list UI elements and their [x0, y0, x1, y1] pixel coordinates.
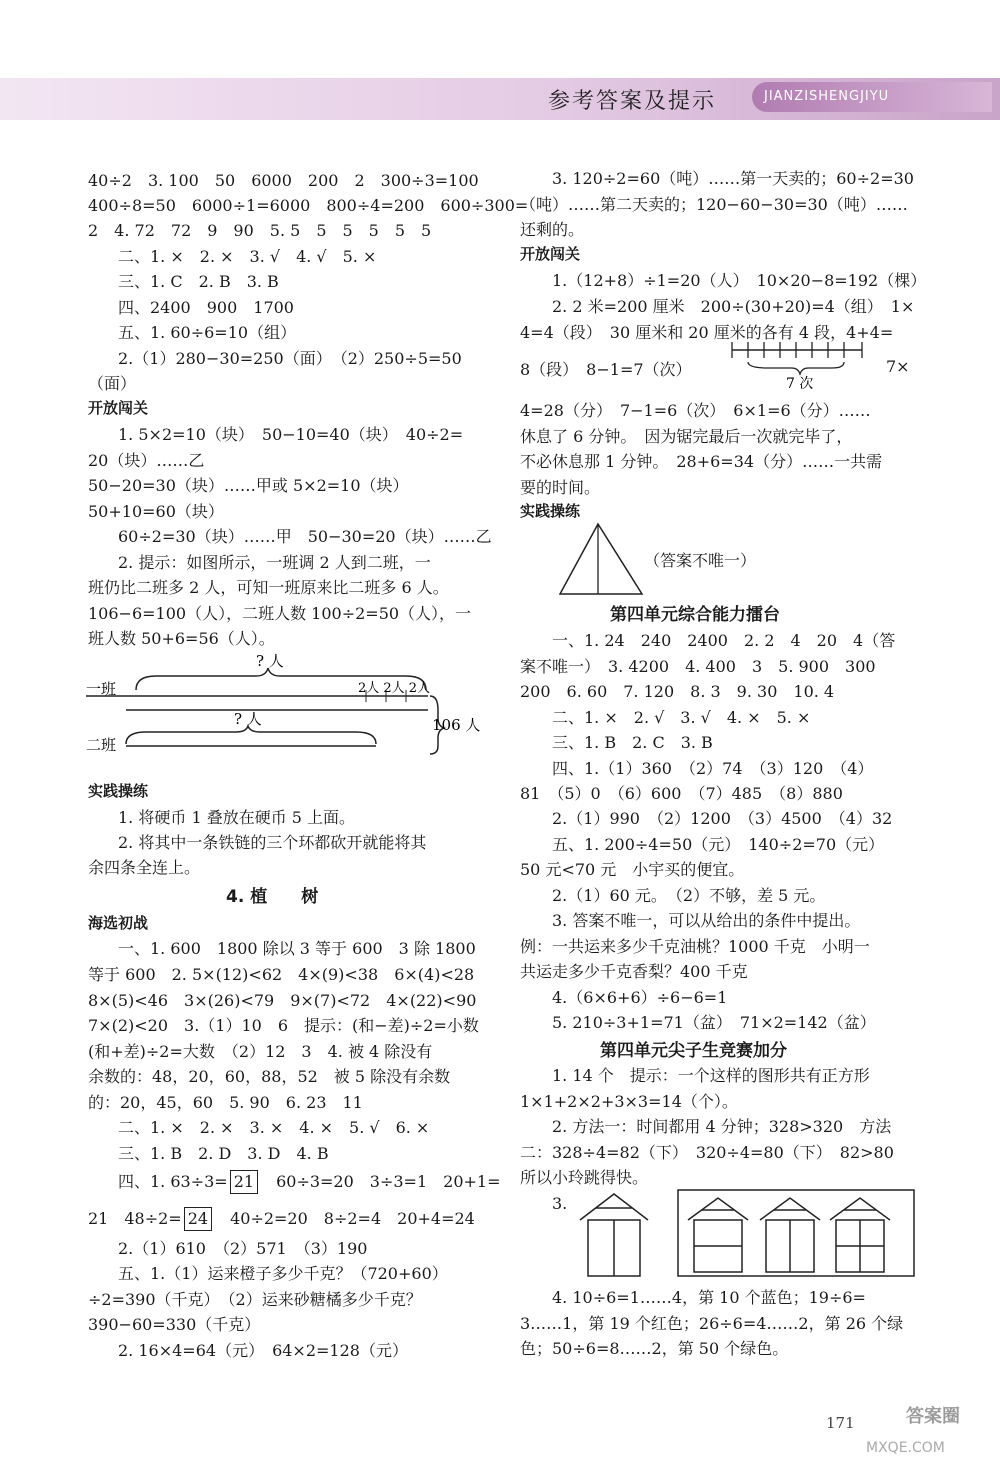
text-line: 3.	[552, 1194, 568, 1213]
watermark-url: MXQE.COM	[866, 1440, 945, 1456]
text-line: 40÷2 3. 100 50 6000 200 2 300÷3=100	[88, 171, 479, 190]
text-line: 一、1. 24 240 2400 2. 2 4 20 4（答	[552, 631, 896, 650]
text-line: 50+10=60（块）	[88, 502, 224, 521]
text-line: 三、1. C 2. B 3. B	[118, 272, 279, 291]
text-line: 二：328÷4=82（下） 320÷4=80（下） 82>80	[520, 1143, 894, 1162]
text-line: 21 48÷2= 24 40÷2=20 8÷2=4 20+4=24	[88, 1206, 475, 1231]
text-line: 2.（1）60 元。 （2）不够，差 5 元。	[552, 886, 826, 905]
answer-box: 24	[184, 1207, 212, 1231]
text-line: 200 6. 60 7. 120 8. 3 9. 30 10. 4	[520, 682, 835, 701]
text-line: 例：一共运来多少千克油桃？1000 千克 小明一	[520, 937, 870, 956]
text-line: 2.（1）610 （2）571 （3）190	[118, 1239, 368, 1258]
diagram-total: 106 人	[432, 716, 481, 734]
diagram-row-2: 二班	[86, 736, 117, 754]
text-line: 要的时间。	[520, 478, 601, 497]
text-line: （面）	[88, 374, 137, 393]
section-heading: 开放闯关	[520, 245, 581, 263]
diagram-marks: 2人 2人 2人	[358, 681, 431, 696]
text-line: 案不唯一） 3. 4200 4. 400 3 5. 900 300	[520, 657, 876, 676]
text-line: 2.（1）280−30=250（面） （2）250÷5=50	[118, 349, 462, 368]
text-line: 4=28（分） 7−1=6（次） 6×1=6（分）……	[520, 401, 871, 420]
section-title: 4. 植 树	[226, 887, 319, 907]
watermark: 答案圈	[906, 1406, 960, 1427]
text-line: 三、1. B 2. D 3. D 4. B	[118, 1144, 329, 1163]
text-line: 等于 600 2. 5×(12)<62 4×(9)<38 6×(4)<28	[88, 965, 475, 984]
text-line: 2.（1）990 （2）1200 （3）4500 （4）32	[552, 809, 893, 828]
text-line: 2. 2 米=200 厘米 200÷(30+20)=4（组） 1×	[552, 297, 915, 316]
text-line: 1×1+2×2+3×3=14（个）。	[520, 1092, 738, 1111]
diagram-top-question: ? 人	[256, 652, 284, 670]
section-title: 第四单元综合能力擂台	[610, 605, 780, 625]
text-line: 4.（6×6+6）÷6−6=1	[552, 988, 728, 1007]
section-title: 第四单元尖子生竞赛加分	[600, 1041, 787, 1061]
text-line: 三、1. B 2. C 3. B	[552, 733, 713, 752]
text-line: 班仍比二班多 2 人，可知一班原来比二班多 6 人。	[88, 578, 449, 597]
text-line: 二、1. × 2. × 3. × 4. × 5. √ 6. ×	[118, 1118, 430, 1137]
text-line: 1.（12+8）÷1=20（人） 10×20−8=192（棵）	[552, 271, 927, 290]
header-title: 参考答案及提示	[548, 89, 717, 114]
text-line: 所以小玲跳得快。	[520, 1168, 649, 1187]
text-line: 60÷2=30（块）……甲 50−30=20（块）……乙	[118, 527, 492, 546]
text-line: 五、1. 60÷6=10（组）	[118, 323, 297, 342]
text-line: (和+差)÷2=大数 （2）12 3 4. 被 4 除没有	[88, 1042, 433, 1061]
text-line: 4. 10÷6=1……4，第 10 个蓝色；19÷6=	[552, 1288, 866, 1307]
text-line: 1. 5×2=10（块） 50−10=40（块） 40÷2=	[118, 425, 464, 444]
text-line: 1. 将硬币 1 叠放在硬币 5 上面。	[118, 808, 356, 827]
diagram-row-1: 一班	[86, 680, 117, 698]
diagram-bottom-question: ? 人	[234, 710, 262, 728]
section-heading: 海选初战	[88, 914, 149, 932]
text-line: 共运走多少千克香梨？400 千克	[520, 962, 748, 981]
text-line: 四、1.（1）360 （2）74 （3）120 （4）	[552, 759, 874, 778]
text-line: 81 （5）0 （6）600 （7）485 （8）880	[520, 784, 843, 803]
text-line: 8（段） 8−1=7（次）	[520, 360, 692, 379]
text-line: 四、1. 63÷3= 21 60÷3=20 3÷3=1 20+1=	[118, 1169, 501, 1194]
text-line: 20（块）……乙	[88, 451, 205, 470]
triangle-figure	[556, 522, 646, 598]
text-line: 3……1，第 19 个红色；26÷6=4……2，第 26 个绿	[520, 1314, 904, 1333]
text-line: 8×(5)<46 3×(26)<79 9×(7)<72 4×(22)<90	[88, 991, 477, 1010]
text-line: 3. 120÷2=60（吨）……第一天卖的；60÷2=30	[552, 169, 914, 188]
text-line: 2. 16×4=64（元） 64×2=128（元）	[118, 1341, 408, 1360]
text-line: 五、1. 200÷4=50（元） 140÷2=70（元）	[552, 835, 885, 854]
text-line: 还剩的。	[520, 220, 585, 239]
text-line: 2. 将其中一条铁链的三个环都砍开就能将其	[118, 833, 427, 852]
text-line: （答案不唯一）	[644, 551, 757, 570]
text-line: 一、1. 600 1800 除以 3 等于 600 3 除 1800	[118, 939, 476, 958]
section-heading: 开放闯关	[88, 399, 149, 417]
text-line: 余数的：48，20，60，88，52 被 5 除没有余数	[88, 1067, 451, 1086]
text-line: 二、1. × 2. √ 3. √ 4. × 5. ×	[552, 708, 811, 727]
text-line: 390−60=330（千克）	[88, 1315, 261, 1334]
text-line: 7×	[886, 357, 910, 376]
text-line: （吨）……第二天卖的；120−60−30=30（吨）……	[520, 195, 908, 214]
text-line: 二、1. × 2. × 3. √ 4. √ 5. ×	[118, 247, 377, 266]
text-line: 休息了 6 分钟。 因为锯完最后一次就完毕了，	[520, 427, 853, 446]
text-line: 4=4（段） 30 厘米和 20 厘米的各有 4 段，4+4=	[520, 323, 894, 342]
class-diagram	[86, 650, 486, 760]
header-code: JIANZISHENGJIYU	[752, 82, 992, 112]
text-line: 色；50÷6=8……2，第 50 个绿色。	[520, 1339, 789, 1358]
text-line: 的：20，45，60 5. 90 6. 23 11	[88, 1093, 363, 1112]
text-line: 1. 14 个 提示：一个这样的图形共有正方形	[552, 1066, 870, 1085]
text-line: 2. 方法一：时间都用 4 分钟；328>320 方法	[552, 1117, 892, 1136]
section-heading: 实践操练	[520, 502, 581, 520]
text-line: 2. 提示：如图所示，一班调 2 人到二班，一	[118, 553, 431, 572]
saw-label: 7 次	[786, 376, 814, 392]
text-line: 5. 210÷3+1=71（盆） 71×2=142（盆）	[552, 1013, 876, 1032]
text-line: 50 元<70 元 小宇买的便宜。	[520, 860, 745, 879]
text-line: 106−6=100（人），二班人数 100÷2=50（人），一	[88, 604, 472, 623]
house-figures	[574, 1186, 924, 1278]
text-line: 2 4. 72 72 9 90 5. 5 5 5 5 5 5	[88, 221, 432, 240]
section-heading: 实践操练	[88, 782, 149, 800]
text-line: 7×(2)<20 3.（1）10 6 提示：(和−差)÷2=小数	[88, 1016, 479, 1035]
answer-box: 21	[230, 1170, 258, 1194]
text-line: 3. 答案不唯一，可以从给出的条件中提出。	[552, 911, 861, 930]
text-line: 不必休息那 1 分钟。 28+6=34（分）……一共需	[520, 452, 883, 471]
text-line: 400÷8=50 6000÷1=6000 800÷4=200 600÷300=	[88, 196, 529, 215]
saw-diagram	[728, 336, 868, 392]
text-line: 五、1.（1）运来橙子多少千克？（720+60）	[118, 1264, 448, 1283]
text-line: 四、2400 900 1700	[118, 298, 294, 317]
page-number: 171	[826, 1414, 855, 1432]
text-line: 班人数 50+6=56（人）。	[88, 629, 275, 648]
text-line: 余四条全连上。	[88, 858, 201, 877]
text-line: 50−20=30（块）……甲或 5×2=10（块）	[88, 476, 409, 495]
text-line: ÷2=390（千克） （2）运来砂糖橘多少千克？	[88, 1290, 422, 1309]
